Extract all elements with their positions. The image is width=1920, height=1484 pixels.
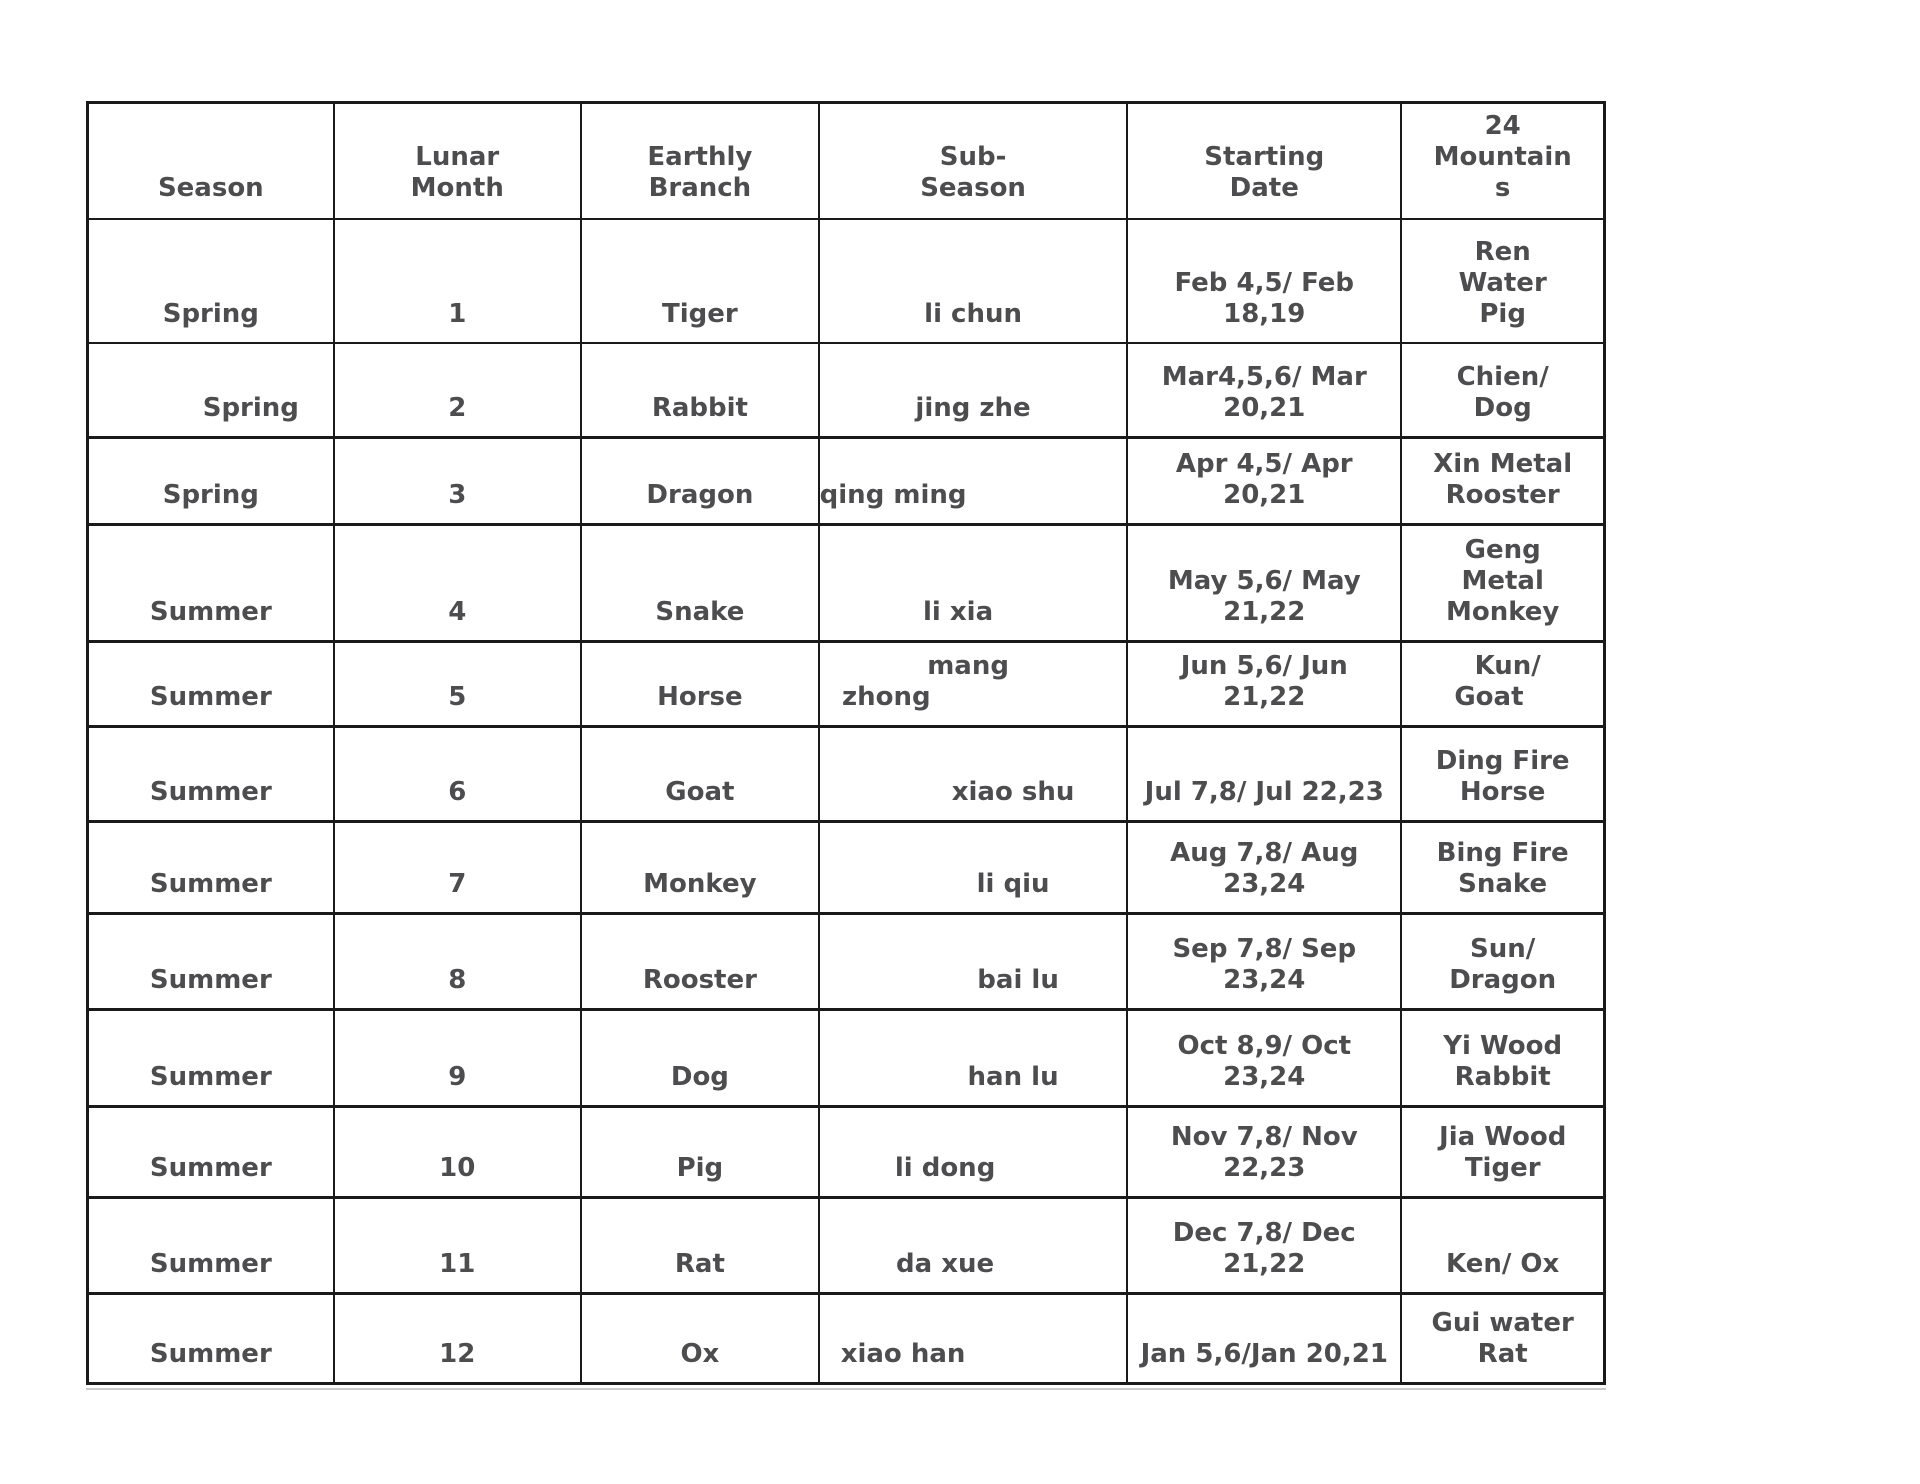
cell-starting-date (1127, 1010, 1401, 1107)
cell-text-line: Spring (162, 480, 259, 510)
cell-sub-season (819, 1294, 1127, 1384)
table-row (88, 642, 1605, 727)
cell-starting-date (1127, 219, 1401, 343)
cell-text-line: Xin Metal (1433, 449, 1573, 479)
cell-text-line: Dragon (646, 480, 754, 510)
cell-24-mountains (1401, 822, 1604, 914)
cell-text-line: 12 (439, 1339, 476, 1369)
cell-earthly-branch (581, 822, 819, 914)
cell-text-line: Ken/ Ox (1446, 1249, 1560, 1279)
cell-text-line: 3 (448, 480, 467, 510)
cell-text-line: Snake (1458, 869, 1548, 899)
cell-text-line: Monkey (643, 869, 757, 899)
cell-text-line: Gui water (1431, 1308, 1574, 1338)
table-row (88, 219, 1605, 343)
cell-season (88, 822, 334, 914)
header-season (88, 103, 334, 219)
cell-season (88, 914, 334, 1010)
cell-text-line: Season (157, 172, 264, 203)
cell-text-line: 11 (439, 1249, 476, 1279)
cell-text-line: Mar4,5,6/ Mar (1161, 362, 1367, 392)
cell-sub-season (819, 343, 1127, 438)
cell-text-line: Sep 7,8/ Sep (1172, 934, 1357, 964)
header-starting-date (1127, 103, 1401, 219)
cell-text-line: han lu (967, 1062, 1059, 1092)
table-row (88, 822, 1605, 914)
cell-text-line: May 5,6/ May (1167, 566, 1361, 596)
cell-text-line: Yi Wood (1443, 1031, 1563, 1061)
cell-text-line: 1 (448, 298, 467, 329)
cell-text-line: Summer (149, 965, 272, 995)
cell-text-line: Geng (1464, 535, 1541, 565)
table-body (88, 219, 1605, 1384)
cell-text-line: Monkey (1445, 597, 1560, 627)
header-row (88, 103, 1605, 219)
cell-season (88, 343, 334, 438)
cell-24-mountains (1401, 525, 1604, 642)
cell-text-line: Summer (149, 1249, 272, 1279)
cell-text-line: li xia (923, 597, 994, 627)
cell-text-line: 21,22 (1223, 1249, 1306, 1279)
cell-sub-season (819, 438, 1127, 525)
cell-text-line: li qiu (976, 869, 1050, 899)
cell-text-line: 23,24 (1223, 869, 1306, 899)
cell-sub-season (819, 1198, 1127, 1294)
cell-text-line: 5 (448, 682, 467, 712)
cell-earthly-branch (581, 1010, 819, 1107)
cell-text-line: da xue (896, 1249, 995, 1279)
cell-24-mountains (1401, 1010, 1604, 1107)
cell-text-line: Jun 5,6/ Jun (1180, 651, 1348, 681)
cell-season (88, 525, 334, 642)
cell-text-line: 6 (448, 777, 467, 807)
cell-text-line: 23,24 (1223, 965, 1306, 995)
cell-text-line: Rat (674, 1249, 725, 1279)
cell-text-line: xiao han (840, 1339, 966, 1369)
cell-text-line: Rabbit (651, 393, 748, 423)
cell-text-line: Nov 7,8/ Nov (1170, 1122, 1358, 1152)
cell-text-line: Ren (1474, 236, 1531, 267)
cell-text-line: Starting (1204, 141, 1325, 172)
cell-earthly-branch (581, 727, 819, 822)
cell-text-line: 24 (1484, 110, 1521, 141)
cell-text-line: Jan 5,6/Jan 20,21 (1140, 1339, 1388, 1369)
cell-24-mountains (1401, 1294, 1604, 1384)
cell-lunar-month (334, 438, 581, 525)
cell-24-mountains (1401, 1107, 1604, 1198)
cell-text-line: Rat (1477, 1339, 1528, 1369)
cell-starting-date (1127, 343, 1401, 438)
cell-text-line: Dog (1473, 393, 1532, 423)
cell-lunar-month (334, 1294, 581, 1384)
cell-starting-date (1127, 914, 1401, 1010)
cell-text-line: 18,19 (1223, 298, 1306, 329)
cell-text-line: Summer (149, 1062, 272, 1092)
cell-text-line: Summer (149, 682, 272, 712)
cell-season (88, 642, 334, 727)
cell-text-line: 10 (439, 1153, 476, 1183)
cell-text-line: 9 (448, 1062, 467, 1092)
cell-text-line: Pig (1479, 298, 1526, 329)
cell-24-mountains (1401, 642, 1604, 727)
cell-24-mountains (1401, 914, 1604, 1010)
cell-starting-date (1127, 642, 1401, 727)
cell-lunar-month (334, 642, 581, 727)
cell-text-line: Horse (657, 682, 743, 712)
cell-24-mountains (1401, 343, 1604, 438)
cell-24-mountains (1401, 219, 1604, 343)
cell-text-line: li chun (924, 298, 1022, 329)
cell-text-line: Season (920, 172, 1026, 203)
cell-text-line: zhong (841, 682, 931, 712)
cell-text-line: Kun/ (1474, 651, 1541, 681)
cell-starting-date (1127, 1294, 1401, 1384)
cell-text-line: Metal (1461, 566, 1544, 596)
cell-text-line: Date (1229, 172, 1299, 203)
table-row (88, 1294, 1605, 1384)
cell-text-line: Aug 7,8/ Aug (1170, 838, 1359, 868)
cell-text-line: 7 (448, 869, 467, 899)
cell-text-line: Rabbit (1454, 1062, 1551, 1092)
cell-earthly-branch (581, 642, 819, 727)
table-row (88, 438, 1605, 525)
cell-text-line: Spring (202, 393, 299, 423)
cell-text-line: Dec 7,8/ Dec (1172, 1218, 1356, 1248)
cell-sub-season (819, 727, 1127, 822)
header-24-mountains (1401, 103, 1604, 219)
cell-sub-season (819, 219, 1127, 343)
table-row (88, 343, 1605, 438)
cell-text-line: Ding Fire (1435, 746, 1570, 776)
cell-season (88, 438, 334, 525)
table-row (88, 727, 1605, 822)
cell-starting-date (1127, 822, 1401, 914)
cell-text-line: jing zhe (915, 393, 1031, 423)
cell-text-line: Horse (1459, 777, 1546, 807)
cell-season (88, 1107, 334, 1198)
cell-text-line: Dog (670, 1062, 729, 1092)
cell-text-line: Ox (680, 1339, 720, 1369)
table-row (88, 525, 1605, 642)
cell-starting-date (1127, 1107, 1401, 1198)
cell-earthly-branch (581, 914, 819, 1010)
cell-24-mountains (1401, 727, 1604, 822)
cell-sub-season (819, 1107, 1127, 1198)
cell-sub-season (819, 914, 1127, 1010)
cell-text-line: 20,21 (1223, 480, 1306, 510)
cell-text-line: Month (410, 172, 504, 203)
cell-text-line: li dong (894, 1153, 996, 1183)
cell-earthly-branch (581, 1107, 819, 1198)
cell-text-line: bai lu (977, 965, 1059, 995)
cell-text-line: 20,21 (1223, 393, 1306, 423)
cell-lunar-month (334, 1107, 581, 1198)
cell-season (88, 1198, 334, 1294)
cell-text-line: Summer (149, 777, 272, 807)
cell-text-line: xiao shu (951, 777, 1075, 807)
cell-text-line: Sun/ (1470, 934, 1536, 964)
cell-earthly-branch (581, 1198, 819, 1294)
cell-season (88, 1294, 334, 1384)
cell-lunar-month (334, 727, 581, 822)
cell-lunar-month (334, 914, 581, 1010)
cell-text-line: Tiger (1464, 1153, 1541, 1183)
cell-earthly-branch (581, 525, 819, 642)
seasons-table (86, 101, 1606, 1390)
cell-text-line: mang (927, 651, 1009, 681)
cell-text-line: 8 (448, 965, 467, 995)
cell-season (88, 1010, 334, 1107)
cell-text-line: Rooster (642, 965, 757, 995)
cell-earthly-branch (581, 219, 819, 343)
cell-lunar-month (334, 343, 581, 438)
cell-text-line: Summer (149, 869, 272, 899)
cell-sub-season (819, 1010, 1127, 1107)
cell-text-line: Lunar (415, 141, 500, 172)
cell-starting-date (1127, 525, 1401, 642)
cell-text-line: Goat (1454, 682, 1524, 712)
table-row (88, 1198, 1605, 1294)
cell-season (88, 219, 334, 343)
cell-text-line: Summer (149, 1153, 272, 1183)
table-row (88, 1107, 1605, 1198)
cell-lunar-month (334, 219, 581, 343)
cell-text-line: qing ming (819, 480, 967, 510)
cell-starting-date (1127, 727, 1401, 822)
cell-text-line: Rooster (1445, 480, 1560, 510)
cell-24-mountains (1401, 1198, 1604, 1294)
cell-starting-date (1127, 1198, 1401, 1294)
cell-text-line: Feb 4,5/ Feb (1174, 267, 1355, 298)
header-lunar-month (334, 103, 581, 219)
cell-starting-date (1127, 438, 1401, 525)
cell-text-line: Jia Wood (1439, 1122, 1567, 1152)
cell-text-line: Bing Fire (1436, 838, 1569, 868)
cell-text-line: Dragon (1449, 965, 1557, 995)
cell-text-line: Water (1458, 267, 1547, 298)
cell-sub-season (819, 525, 1127, 642)
cell-text-line: Jul 7,8/ Jul 22,23 (1144, 777, 1384, 807)
cell-text-line: Pig (676, 1153, 724, 1183)
cell-text-line: Apr 4,5/ Apr (1175, 449, 1353, 479)
cell-sub-season (819, 642, 1127, 727)
cell-lunar-month (334, 525, 581, 642)
cell-text-line: 23,24 (1223, 1062, 1306, 1092)
cell-sub-season (819, 822, 1127, 914)
cell-text-line: Earthly (647, 141, 753, 172)
table-row (88, 914, 1605, 1010)
cell-text-line: Summer (149, 597, 272, 627)
cell-season (88, 727, 334, 822)
cell-text-line: Branch (648, 172, 752, 203)
cell-text-line: 21,22 (1223, 682, 1306, 712)
cell-text-line: 21,22 (1223, 597, 1306, 627)
cell-lunar-month (334, 1010, 581, 1107)
cell-text-line: Goat (665, 777, 735, 807)
cell-text-line: 2 (448, 393, 467, 423)
header-earthly-branch (581, 103, 819, 219)
cell-lunar-month (334, 822, 581, 914)
cell-24-mountains (1401, 438, 1604, 525)
header-sub-season (819, 103, 1127, 219)
cell-text-line: s (1494, 172, 1511, 203)
cell-text-line: 22,23 (1223, 1153, 1306, 1183)
cell-text-line: 4 (448, 597, 467, 627)
cell-text-line: Tiger (662, 298, 738, 329)
cell-text-line: Summer (149, 1339, 272, 1369)
cell-text-line: Chien/ (1456, 362, 1549, 392)
table-row (88, 1010, 1605, 1107)
cell-text-line: Sub- (939, 141, 1007, 172)
table-header (88, 103, 1605, 219)
cell-text-line: Snake (655, 597, 745, 627)
cell-text-line: Mountain (1433, 141, 1572, 172)
cell-lunar-month (334, 1198, 581, 1294)
cell-text-line: Oct 8,9/ Oct (1177, 1031, 1352, 1061)
cell-text-line: Spring (162, 298, 259, 329)
lunar-calendar-table (86, 101, 1606, 1385)
cell-earthly-branch (581, 343, 819, 438)
